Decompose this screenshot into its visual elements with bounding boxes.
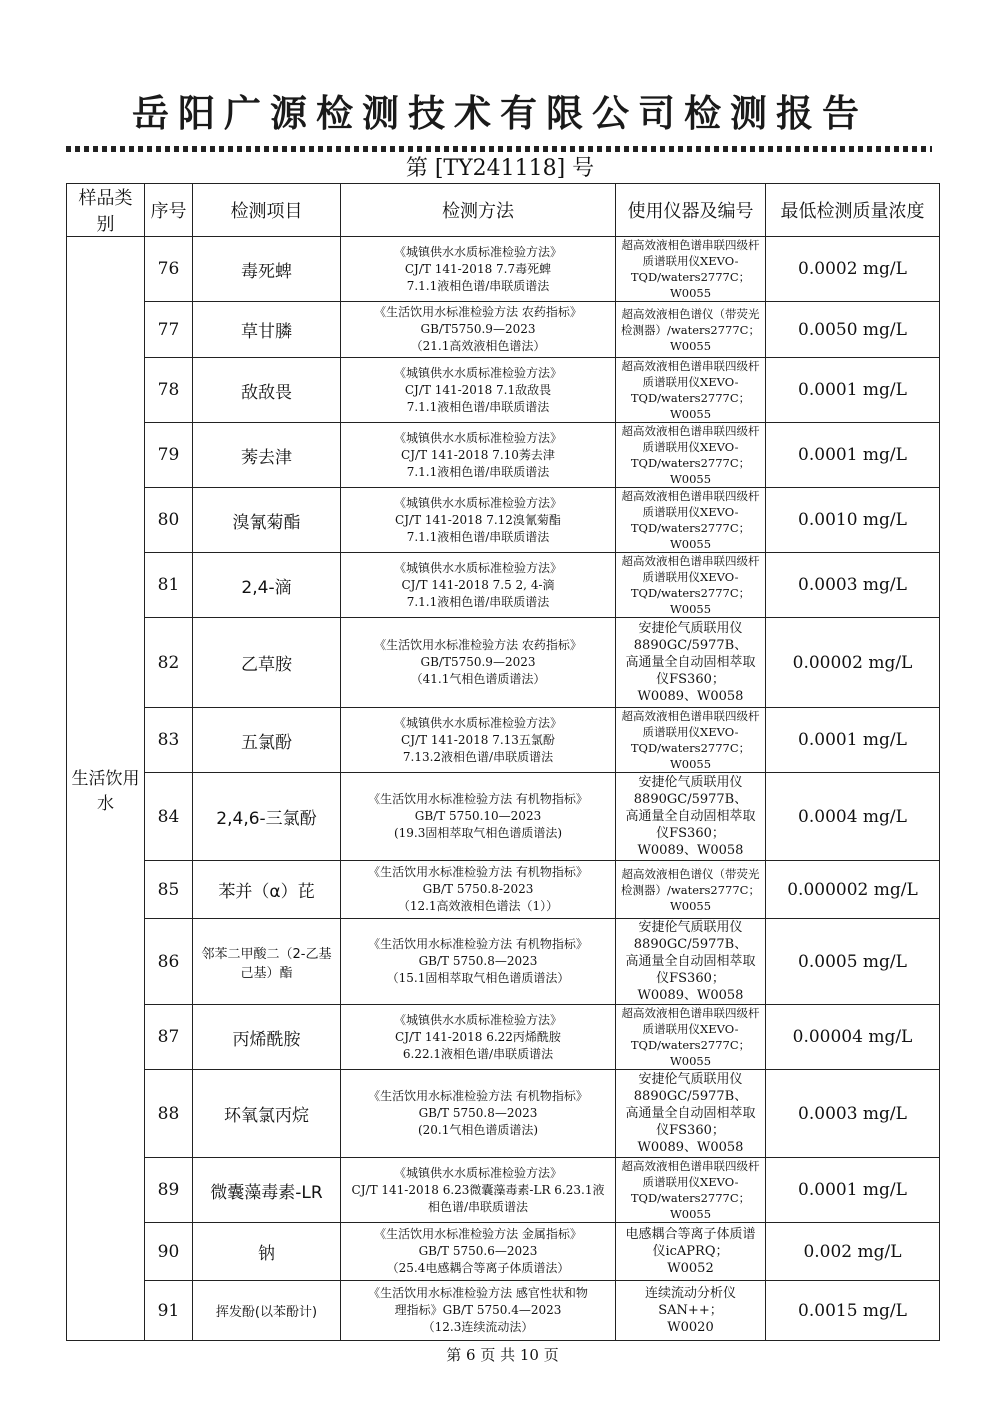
- instrument: 安捷伦气质联用仪 8890GC/5977B、 高通量全自动固相萃取 仪FS360； W0089、W0058: [616, 1070, 766, 1158]
- test-method: 《生活饮用水标准检验方法 农药指标》 GB/T5750.9—2023 （41.1气相色谱质谱法）: [341, 618, 616, 708]
- col-header-category: 样品类别: [67, 184, 145, 237]
- test-item: 挥发酚(以苯酚计): [193, 1281, 341, 1341]
- instrument: 超高效液相色谱串联四级杆 质谱联用仪XEVO- TQD/waters2777C；W0055: [616, 708, 766, 773]
- table-row: [67, 302, 940, 358]
- detection-limit: 0.0001 mg/L: [766, 358, 940, 423]
- col-header-no: 序号: [145, 184, 193, 237]
- table-row: [67, 1281, 940, 1341]
- row-number: 85: [145, 861, 193, 919]
- col-header-instrument: 使用仪器及编号: [616, 184, 766, 237]
- detection-limit: 0.0004 mg/L: [766, 773, 940, 861]
- test-item: 丙烯酰胺: [193, 1005, 341, 1070]
- row-number: 83: [145, 708, 193, 773]
- instrument: 连续流动分析仪 SAN++； W0020: [616, 1281, 766, 1341]
- row-number: 78: [145, 358, 193, 423]
- test-method: 《生活饮用水标准检验方法 有机物指标》 GB/T 5750.8—2023 (20.1气相色谱质谱法): [341, 1070, 616, 1158]
- table-row: [67, 1223, 940, 1281]
- test-item: 莠去津: [193, 423, 341, 488]
- test-item: 2,4,6-三氯酚: [193, 773, 341, 861]
- test-method: 《城镇供水水质标准检验方法》 CJ/T 141-2018 7.12溴氰菊酯 7.1.1液相色谱/串联质谱法: [341, 488, 616, 553]
- test-item: 草甘膦: [193, 302, 341, 358]
- detection-limit: 0.0003 mg/L: [766, 1070, 940, 1158]
- row-number: 90: [145, 1223, 193, 1281]
- instrument: 超高效液相色谱串联四级杆 质谱联用仪XEVO- TQD/waters2777C；W0055: [616, 1158, 766, 1223]
- test-item: 2,4-滴: [193, 553, 341, 618]
- test-item: 苯并（α）芘: [193, 861, 341, 919]
- table-row: [67, 1158, 940, 1223]
- instrument: 安捷伦气质联用仪 8890GC/5977B、 高通量全自动固相萃取 仪FS360； W0089、W0058: [616, 618, 766, 708]
- test-method: 《城镇供水水质标准检验方法》 CJ/T 141-2018 7.13五氯酚 7.13.2液相色谱/串联质谱法: [341, 708, 616, 773]
- table-row: [67, 488, 940, 553]
- instrument: 超高效液相色谱串联四级杆 质谱联用仪XEVO- TQD/waters2777C；W0055: [616, 553, 766, 618]
- instrument: 安捷伦气质联用仪 8890GC/5977B、 高通量全自动固相萃取 仪FS360； W0089、W0058: [616, 773, 766, 861]
- detection-limit: 0.0010 mg/L: [766, 488, 940, 553]
- instrument: 超高效液相色谱串联四级杆 质谱联用仪XEVO- TQD/waters2777C；W0055: [616, 423, 766, 488]
- col-header-item: 检测项目: [193, 184, 341, 237]
- test-method: 《城镇供水水质标准检验方法》 CJ/T 141-2018 6.22丙烯酰胺 6.22.1液相色谱/串联质谱法: [341, 1005, 616, 1070]
- instrument: 超高效液相色谱仪（带荧光 检测器）/waters2777C； W0055: [616, 302, 766, 358]
- test-item: 敌敌畏: [193, 358, 341, 423]
- test-item: 钠: [193, 1223, 341, 1281]
- test-item: 微囊藻毒素-LR: [193, 1158, 341, 1223]
- table-row: [67, 861, 940, 919]
- instrument: 超高效液相色谱串联四级杆 质谱联用仪XEVO- TQD/waters2777C；W0055: [616, 1005, 766, 1070]
- table-row: [67, 553, 940, 618]
- table-row: [67, 1070, 940, 1158]
- instrument: 安捷伦气质联用仪 8890GC/5977B、 高通量全自动固相萃取 仪FS360； W0089、W0058: [616, 919, 766, 1005]
- dotted-divider: [66, 146, 932, 152]
- instrument: 超高效液相色谱串联四级杆 质谱联用仪XEVO- TQD/waters2777C；W0055: [616, 237, 766, 302]
- test-item: 邻苯二甲酸二（2-乙基己基）酯: [193, 919, 341, 1005]
- detection-limit: 0.002 mg/L: [766, 1223, 940, 1281]
- test-item: 乙草胺: [193, 618, 341, 708]
- table-row: [67, 237, 940, 302]
- table-row: [67, 618, 940, 708]
- row-number: 82: [145, 618, 193, 708]
- report-title: 岳阳广源检测技术有限公司检测报告: [132, 92, 868, 135]
- detection-limit: 0.00004 mg/L: [766, 1005, 940, 1070]
- row-number: 91: [145, 1281, 193, 1341]
- table-row: [67, 773, 940, 861]
- detection-limit: 0.0015 mg/L: [766, 1281, 940, 1341]
- test-item: 五氯酚: [193, 708, 341, 773]
- detection-limit: 0.0003 mg/L: [766, 553, 940, 618]
- detection-limit: 0.0002 mg/L: [766, 237, 940, 302]
- test-method: 《城镇供水水质标准检验方法》 CJ/T 141-2018 7.10莠去津 7.1.1液相色谱/串联质谱法: [341, 423, 616, 488]
- test-method: 《生活饮用水标准检验方法 感官性状和物 理指标》GB/T 5750.4—2023 （12.3连续流动法）: [341, 1281, 616, 1341]
- col-header-method: 检测方法: [341, 184, 616, 237]
- row-number: 81: [145, 553, 193, 618]
- table-header: [67, 184, 940, 237]
- detection-limit: 0.0001 mg/L: [766, 708, 940, 773]
- test-method: 《城镇供水水质标准检验方法》 CJ/T 141-2018 7.7毒死蜱 7.1.1液相色谱/串联质谱法: [341, 237, 616, 302]
- detection-limit: 0.00002 mg/L: [766, 618, 940, 708]
- page-number: 第 6 页 共 10 页: [446, 1346, 559, 1364]
- table-row: [67, 358, 940, 423]
- report-number: 第 [TY241118] 号: [405, 156, 595, 181]
- test-method: 《生活饮用水标准检验方法 有机物指标》 GB/T 5750.10—2023 (19.3固相萃取气相色谱质谱法): [341, 773, 616, 861]
- row-number: 76: [145, 237, 193, 302]
- instrument: 电感耦合等离子体质谱 仪icAPRQ； W0052: [616, 1223, 766, 1281]
- sample-category: 生活饮用水: [67, 237, 145, 1341]
- row-number: 80: [145, 488, 193, 553]
- test-method: 《生活饮用水标准检验方法 金属指标》 GB/T 5750.6—2023 （25.4电感耦合等离子体质谱法）: [341, 1223, 616, 1281]
- test-method: 《城镇供水水质标准检验方法》 CJ/T 141-2018 6.23微囊藻毒素-LR 6.23.1液 相色谱/串联质谱法: [341, 1158, 616, 1223]
- instrument: 超高效液相色谱串联四级杆 质谱联用仪XEVO- TQD/waters2777C；W0055: [616, 358, 766, 423]
- test-method: 《城镇供水水质标准检验方法》 CJ/T 141-2018 7.1敌敌畏 7.1.1液相色谱/串联质谱法: [341, 358, 616, 423]
- instrument: 超高效液相色谱串联四级杆 质谱联用仪XEVO- TQD/waters2777C；W0055: [616, 488, 766, 553]
- test-method: 《生活饮用水标准检验方法 农药指标》 GB/T5750.9—2023 （21.1高效液相色谱法）: [341, 302, 616, 358]
- results-table: [66, 183, 940, 1341]
- test-item: 毒死蜱: [193, 237, 341, 302]
- col-header-limit: 最低检测质量浓度: [766, 184, 940, 237]
- test-method: 《城镇供水水质标准检验方法》 CJ/T 141-2018 7.5 2, 4-滴 7.1.1液相色谱/串联质谱法: [341, 553, 616, 618]
- detection-limit: 0.0001 mg/L: [766, 1158, 940, 1223]
- test-item: 溴氰菊酯: [193, 488, 341, 553]
- table-row: [67, 708, 940, 773]
- row-number: 79: [145, 423, 193, 488]
- detection-limit: 0.000002 mg/L: [766, 861, 940, 919]
- row-number: 87: [145, 1005, 193, 1070]
- detection-limit: 0.0001 mg/L: [766, 423, 940, 488]
- table-row: [67, 1005, 940, 1070]
- row-number: 77: [145, 302, 193, 358]
- table-row: [67, 423, 940, 488]
- test-method: 《生活饮用水标准检验方法 有机物指标》 GB/T 5750.8-2023 （12.1高效液相色谱法（1））: [341, 861, 616, 919]
- instrument: 超高效液相色谱仪（带荧光 检测器）/waters2777C； W0055: [616, 861, 766, 919]
- detection-limit: 0.0050 mg/L: [766, 302, 940, 358]
- report-body: [66, 183, 939, 1365]
- test-item: 环氧氯丙烷: [193, 1070, 341, 1158]
- row-number: 89: [145, 1158, 193, 1223]
- row-number: 88: [145, 1070, 193, 1158]
- table-row: [67, 919, 940, 1005]
- row-number: 84: [145, 773, 193, 861]
- detection-limit: 0.0005 mg/L: [766, 919, 940, 1005]
- test-method: 《生活饮用水标准检验方法 有机物指标》 GB/T 5750.8—2023 （15.1固相萃取气相色谱质谱法）: [341, 919, 616, 1005]
- row-number: 86: [145, 919, 193, 1005]
